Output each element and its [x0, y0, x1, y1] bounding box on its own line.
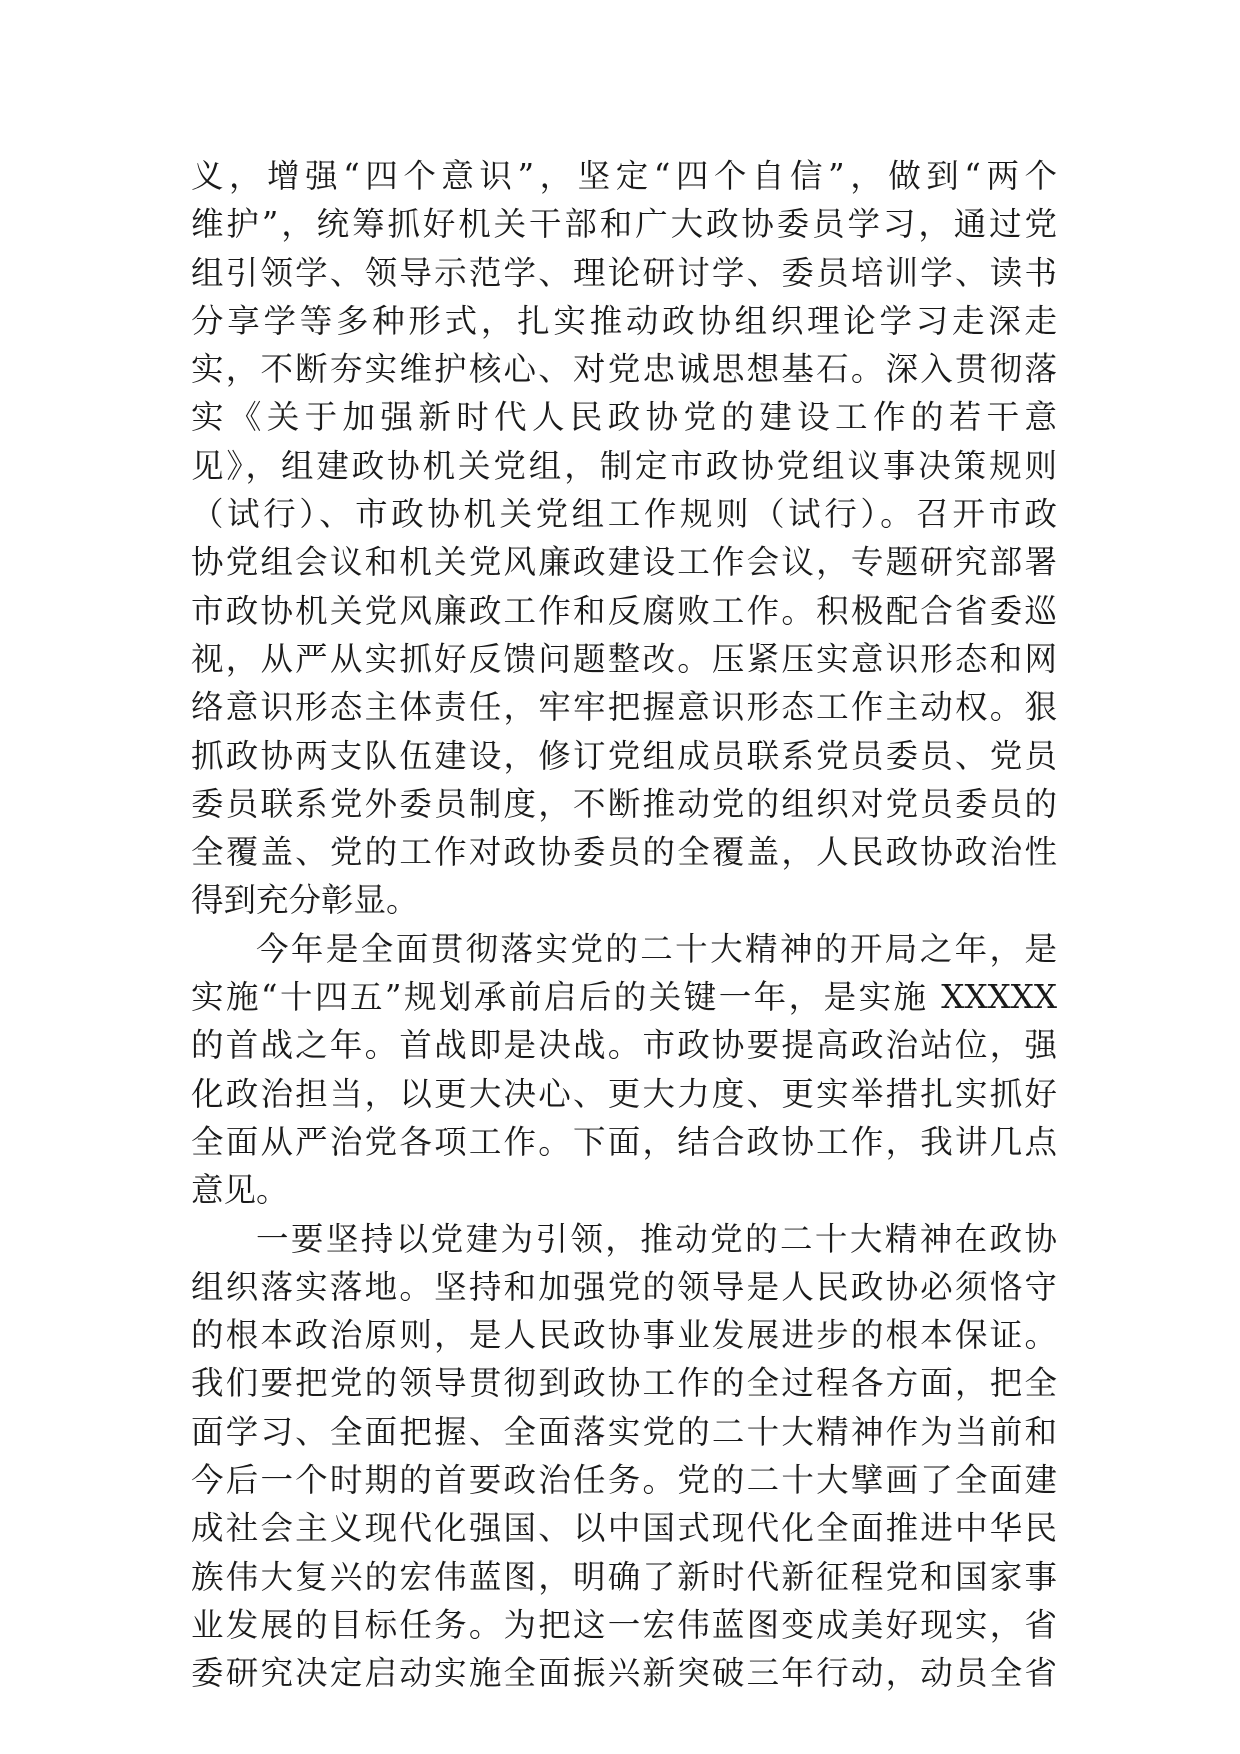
- text-line-indented: 一要坚持以党建为引领，推动党的二十大精神在政协: [256, 1219, 1057, 1258]
- text-line-indented: 今年是全面贯彻落实党的二十大精神的开局之年，是: [256, 929, 1057, 968]
- text-line: 意见。: [191, 1171, 289, 1210]
- text-line: 委员联系党外委员制度，不断推动党的组织对党员委员的: [191, 784, 1057, 823]
- text-line: 化政治担当，以更大决心、更大力度、更实举措扎实抓好: [191, 1074, 1057, 1113]
- text-line: 业发展的目标任务。为把这一宏伟蓝图变成美好现实，省: [191, 1605, 1057, 1644]
- text-line: 协党组会议和机关党风廉政建设工作会议，专题研究部署: [191, 543, 1057, 582]
- text-line: 实施“十四五”规划承前启后的关键一年，是实施 XXXXX: [191, 978, 1057, 1017]
- text-line: 全覆盖、党的工作对政协委员的全覆盖，人民政协政治性: [191, 833, 1057, 872]
- text-line: 的根本政治原则，是人民政协事业发展进步的根本保证。: [191, 1316, 1057, 1355]
- text-line: 组织落实落地。坚持和加强党的领导是人民政协必须恪守: [191, 1267, 1057, 1306]
- text-line: 成社会主义现代化强国、以中国式现代化全面推进中华民: [191, 1509, 1057, 1548]
- body-text: [191, 152, 1057, 1698]
- text-line: 面学习、全面把握、全面落实党的二十大精神作为当前和: [191, 1412, 1057, 1451]
- text-line: （试行）、市政协机关党组工作规则（试行）。召开市政: [191, 495, 1057, 534]
- text-line: 族伟大复兴的宏伟蓝图，明确了新时代新征程党和国家事: [191, 1557, 1057, 1596]
- text-line: 维护”，统筹抓好机关干部和广大政协委员学习，通过党: [191, 205, 1057, 244]
- text-line: 见》，组建政协机关党组，制定市政协党组议事决策规则: [191, 446, 1057, 485]
- text-line: 抓政协两支队伍建设，修订党组成员联系党员委员、党员: [191, 736, 1057, 775]
- paragraph-3: [191, 1215, 1057, 1698]
- text-line: 视，从严从实抓好反馈问题整改。压紧压实意识形态和网: [191, 639, 1057, 678]
- paragraph-2: [191, 925, 1057, 1215]
- text-line: 得到充分彰显。: [191, 881, 419, 920]
- text-line: 我们要把党的领导贯彻到政协工作的全过程各方面，把全: [191, 1364, 1057, 1403]
- text-line: 市政协机关党风廉政工作和反腐败工作。积极配合省委巡: [191, 591, 1057, 630]
- text-line: 委研究决定启动实施全面振兴新突破三年行动，动员全省: [191, 1654, 1057, 1693]
- text-line: 实，不断夯实维护核心、对党忠诚思想基石。深入贯彻落: [191, 350, 1057, 389]
- paragraph-1: [191, 152, 1057, 925]
- text-line: 分享学等多种形式，扎实推动政协组织理论学习走深走: [191, 301, 1057, 340]
- text-line: 组引领学、领导示范学、理论研讨学、委员培训学、读书: [191, 253, 1057, 292]
- text-line: 全面从严治党各项工作。下面，结合政协工作，我讲几点: [191, 1122, 1057, 1161]
- text-line: 今后一个时期的首要政治任务。党的二十大擘画了全面建: [191, 1461, 1057, 1500]
- text-line: 义，增强“四个意识”，坚定“四个自信”，做到“两个: [191, 157, 1057, 195]
- text-line: 络意识形态主体责任，牢牢把握意识形态工作主动权。狠: [191, 688, 1057, 727]
- text-line: 实《关于加强新时代人民政协党的建设工作的若干意: [191, 398, 1057, 437]
- text-line: 的首战之年。首战即是决战。市政协要提高政治站位，强: [191, 1026, 1057, 1065]
